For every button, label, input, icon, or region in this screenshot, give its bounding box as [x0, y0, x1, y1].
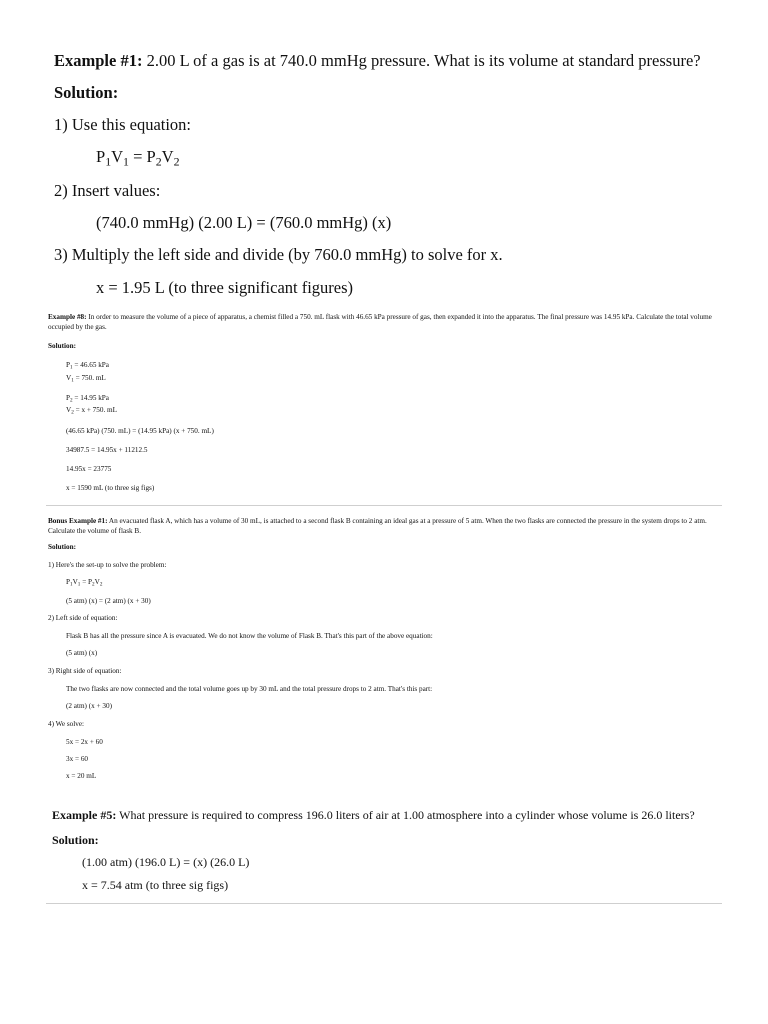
divider	[46, 505, 722, 506]
example8-label: Example #8:	[48, 313, 87, 321]
example1-step2: 2) Insert values:	[54, 181, 161, 200]
example8-line3: 14.95x = 23775	[66, 465, 112, 473]
bonus-equation: $P_1V_1 = P_2V_2$	[66, 578, 103, 588]
example5-label: Example #5:	[52, 808, 117, 822]
example8-solution-label: Solution:	[48, 342, 76, 350]
example8-line2: 34987.5 = 14.95x + 11212.5	[66, 446, 148, 454]
example8-question-text: In order to measure the volume of a piece of apparatus, a chemist filled a 750. mL flask with 46.65 kPa pressure of gas, then expanded it into the apparatus. The final pressure was 14.95 kPa. Calculate the total volume occupied by the gas.	[48, 313, 712, 331]
example1-answer: x = 1.95 L (to three significant figures)	[96, 278, 354, 297]
bonus-question-text: An evacuated flask A, which has a volume of 30 mL, is attached to a second flask B containing an ideal gas at a pressure of 5 atm. When the two flasks are connected the pressure in the system drops to 2 atm. Calculate the volume of flask B.	[48, 517, 707, 535]
example5-question	[52, 808, 695, 823]
bonus-step2: 2) Left side of equation:	[48, 614, 118, 622]
example8-p2: $P_2 = 14.95$ kPa	[66, 394, 109, 404]
example1-question	[54, 51, 701, 71]
bonus-solution-label: Solution:	[48, 543, 76, 551]
example8-v1: $V_1 = 750$. mL	[66, 374, 106, 384]
example1-values: (740.0 mmHg) (2.00 L) = (760.0 mmHg) (x)	[96, 213, 392, 232]
example8-line1: (46.65 kPa) (750. mL) = (14.95 kPa) (x + 750. mL)	[66, 427, 214, 435]
bonus-left-expr: (5 atm) (x)	[66, 649, 98, 657]
example8-line4: x = 1590 mL (to three sig figs)	[66, 484, 155, 492]
example1-question-text: 2.00 L of a gas is at 740.0 mmHg pressure. What is its volume at standard pressure?	[142, 51, 701, 70]
example5-solution-label: Solution:	[52, 833, 99, 847]
bonus-label: Bonus Example #1:	[48, 517, 108, 525]
example1-step1: 1) Use this equation:	[54, 115, 192, 134]
divider-bottom	[46, 903, 722, 904]
bonus-left-text: Flask B has all the pressure since A is evacuated. We do not know the volume of Flask B. That's this part of the above equation:	[66, 632, 433, 640]
example8-p1: $P_1 = 46.65$ kPa	[66, 361, 109, 371]
bonus-solve1: 5x = 2x + 60	[66, 738, 103, 746]
example5-question-text: What pressure is required to compress 196.0 liters of air at 1.00 atmosphere into a cylinder whose volume is 26.0 liters?	[116, 808, 695, 822]
bonus-solve3: x = 20 mL	[66, 772, 97, 780]
example5-line2: x = 7.54 atm (to three sig figs)	[82, 878, 229, 892]
example1-solution-label: Solution:	[54, 83, 119, 102]
example1-label: Example #1:	[54, 51, 143, 70]
example1-equation: $P_1V_1 = P_2V_2$	[96, 147, 180, 169]
bonus-question	[48, 516, 728, 536]
bonus-step4: 4) We solve:	[48, 720, 85, 728]
example8-question	[48, 312, 728, 332]
example1-step3: 3) Multiply the left side and divide (by 760.0 mmHg) to solve for x.	[54, 245, 503, 264]
bonus-setup: (5 atm) (x) = (2 atm) (x + 30)	[66, 597, 151, 605]
bonus-step1: 1) Here's the set-up to solve the problem:	[48, 561, 167, 569]
bonus-solve2: 3x = 60	[66, 755, 89, 763]
bonus-right-text: The two flasks are now connected and the total volume goes up by 30 mL and the total pressure drops to 2 atm. That's this part:	[66, 685, 433, 693]
example5-line1: (1.00 atm) (196.0 L) = (x) (26.0 L)	[82, 855, 250, 869]
bonus-right-expr: (2 atm) (x + 30)	[66, 702, 112, 710]
bonus-step3: 3) Right side of equation:	[48, 667, 122, 675]
example8-v2: $V_2 = x + 750$. mL	[66, 406, 118, 416]
